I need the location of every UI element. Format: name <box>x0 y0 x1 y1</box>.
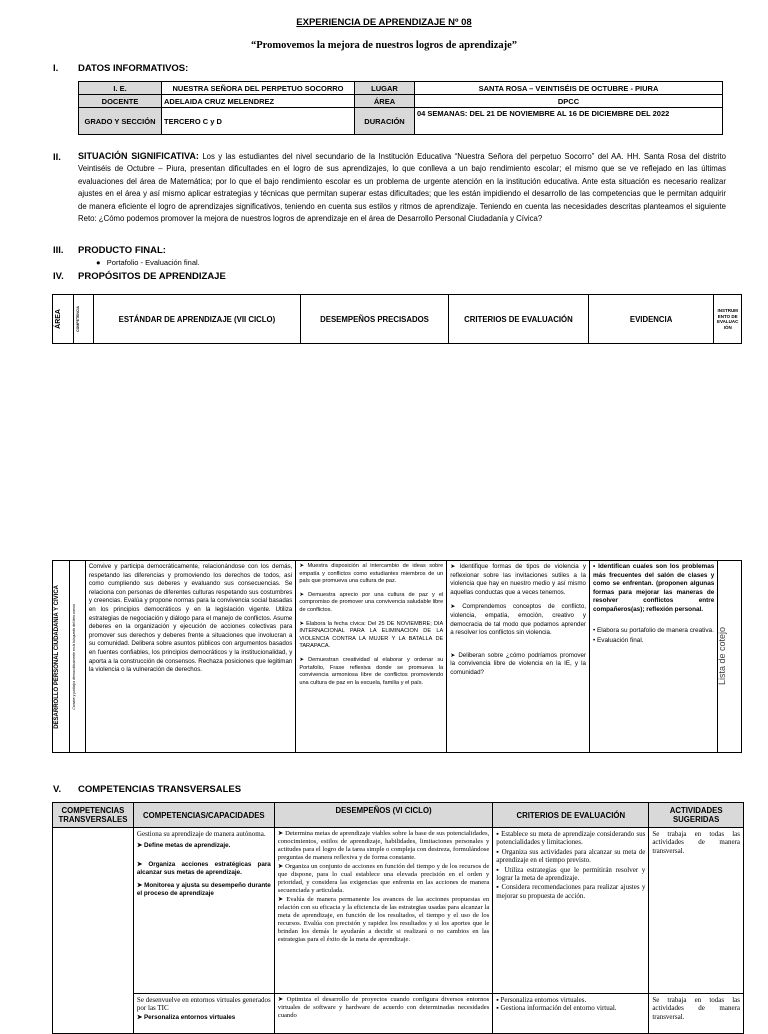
section-number: V. <box>53 784 62 795</box>
section-heading-propositos: PROPÓSITOS DE APRENDIZAJE <box>78 271 226 282</box>
criterio-transversal-item: ▪ Gestiona información del entorno virtual. <box>496 1004 617 1013</box>
criterio-transversal-item: ▪ Organiza sus actividades para alcanzar su meta de aprendizaje en el tiempo previsto. <box>496 847 646 865</box>
capacidad-item: ➤ Monitorea y ajusta su desempeño durante el proceso de aprendizaje <box>136 881 271 898</box>
desempeno-vi-item: ➤ Organiza un conjunto de acciones en función del tiempo y de los recursos de que dispone, para lo cual establece una elevada precisión en el orden y prioridad, y considera las exigencias que enfrenta en las acciones de manera secuenciada y articulada. <box>277 863 490 894</box>
capacidad-item: ➤ Organiza acciones estratégicas para alcanzar sus metas de aprendizaje. <box>136 860 271 877</box>
arrow-icon: ➤ <box>277 863 286 870</box>
arrow-icon: ➤ <box>450 603 463 611</box>
grado-value: TERCERO C y D <box>162 108 355 135</box>
docente-value: ADELAIDA CRUZ MELENDREZ <box>162 95 355 108</box>
header-criterios-evaluacion: CRITERIOS DE EVALUACIÓN <box>493 803 649 828</box>
transversales-table <box>52 802 744 1034</box>
bullet-icon: ● <box>96 258 107 267</box>
bullet-icon: • <box>592 563 599 570</box>
section-heading-transversales: COMPETENCIAS TRANSVERSALES <box>78 784 242 795</box>
bullet-icon: ▪ <box>496 847 502 856</box>
desempeno-vi-item: ➤ Optimiza el desarrollo de proyectos cuando configura diversos entornos virtuales de software y hardware de acuerdo con determinadas necesidades cuando <box>277 996 490 1019</box>
bullet-icon: • <box>592 626 597 634</box>
competencia-autonoma: Gestiona su aprendizaje de manera autónoma. <box>136 830 266 838</box>
arrow-icon: ➤ <box>299 620 307 627</box>
header-area: ÁREA <box>55 309 62 329</box>
arrow-icon: ➤ <box>277 996 287 1003</box>
header-estandar: ESTÁNDAR DE APRENDIZAJE (VII CICLO) <box>93 295 300 344</box>
propositos-header-table <box>52 294 742 344</box>
header-actividades: ACTIVIDADES SUGERIDAS <box>649 803 744 828</box>
criterio-item: ➤ Identifique formas de tipos de violencia y reflexionar sobre las invitaciones sutiles a la violencia que hay en nuestro medio y así mismo aquellas conductas que a veces tenemos. <box>450 563 586 596</box>
capacidad-item: ➤ Personaliza entornos virtuales <box>136 1013 236 1021</box>
arrow-icon: ➤ <box>277 896 287 903</box>
competencia-tic: Se desenvuelve en entornos virtuales generados por las TIC <box>136 996 271 1013</box>
criterio-transversal-item: ▪ Personaliza entornos virtuales. <box>496 996 587 1004</box>
evidencia-item: • Evaluación final. <box>592 637 644 645</box>
header-desempenos-vi: DESEMPEÑOS (VI CICLO) <box>274 803 492 828</box>
desempeno-item: ➤ Elabora la fecha cívica: Del 25 DE NOVIEMBRE; DIA INTERNACIONAL PARA LA ELIMINACION DE LA VIOLENCIA CONTRA LA MUJER Y LA BATALLA DE TARAPACA. <box>299 620 444 650</box>
evidencia-item: • Elabora su portafolio de manera creativa. <box>592 626 714 634</box>
section-number: III. <box>53 245 64 256</box>
arrow-icon: ➤ <box>277 830 286 837</box>
lugar-value: SANTA ROSA – VEINTISÉIS DE OCTUBRE - PIURA <box>415 82 723 95</box>
area-value: DPCC <box>415 95 723 108</box>
header-competencias-transversales: COMPETENCIAS TRANSVERSALES <box>53 803 134 828</box>
arrow-icon: ➤ <box>136 1013 144 1021</box>
bullet-icon: ▪ <box>496 1004 501 1013</box>
duracion-value: 04 SEMANAS: DEL 21 DE NOVIEMBRE AL 16 DE DICIEMBRE DEL 2022 <box>415 108 723 135</box>
bullet-icon: ▪ <box>496 996 501 1004</box>
ie-value: NUESTRA SEÑORA DEL PERPETUO SOCORRO <box>162 82 355 95</box>
document-title: EXPERIENCIA DE APRENDIZAJE Nº 08 <box>296 17 472 28</box>
criterio-item: ➤ Deliberan sobre ¿cómo podríamos promover la convivencia libre de violencia en la IE, y la comunidad? <box>450 651 586 676</box>
arrow-icon: ➤ <box>299 563 308 569</box>
propositos-content-table <box>52 560 742 753</box>
section-number: II. <box>53 152 61 163</box>
actividades-text: Se trabaja en todas las actividades de manera transversal. <box>652 830 740 855</box>
arrow-icon: ➤ <box>136 881 145 889</box>
lugar-label: LUGAR <box>355 82 415 95</box>
situacion-paragraph <box>78 150 726 225</box>
bullet-icon: ▪ <box>496 830 502 838</box>
arrow-icon: ➤ <box>136 842 144 850</box>
criterio-transversal-item: ▪ Considera recomendaciones para realizar ajustes y mejorar su propuesta de acción. <box>496 883 646 900</box>
desempeno-item: ➤ Muestra disposición al intercambio de ideas sobre empatía y conflictos como estudiantes miembros de un país que promueva una cultura de paz. <box>299 563 444 585</box>
header-competencia: COMPETENCIA <box>76 306 81 332</box>
area-name: DESARROLLO PERSONAL CIUDADANIA Y CIVICA <box>54 584 60 729</box>
area-label: ÁREA <box>355 95 415 108</box>
section-number: IV. <box>53 271 64 282</box>
arrow-icon: ➤ <box>450 651 459 659</box>
bullet-icon: • <box>592 637 597 645</box>
criterio-transversal-item: ▪ Establece su meta de aprendizaje considerando sus potencialidades y limitaciones. <box>496 830 646 847</box>
actividades-text: Se trabaja en todas las actividades de manera transversal. <box>652 996 740 1021</box>
section-number: I. <box>53 63 59 74</box>
producto-item <box>96 258 200 267</box>
evidencia-item: • Identifican cuales son los problemas más frecuentes del salón de clases y como se enfrentan. (proponen algunas formas para mejorar las maneras de resolver conflictos entre compañeros(as); reflexión personal. <box>592 563 715 613</box>
desempeno-vi-item: ➤ Evalúa de manera permanente los avances de las acciones propuestas en relación con su eficacia y la eficiencia de las estrategias usadas para alcanzar la meta de aprendizaje, en función de los resultados, el tiempo y el uso de los recursos. Evalúa con precisión y rapidez los resultados y si los aportes que le brindan los demás le ayudarán a decidir si realizará o no cambios en las estrategias para el éxito de la meta de aprendizaje. <box>277 896 490 943</box>
capacidad-item: ➤ Define metas de aprendizaje. <box>136 842 231 850</box>
criterio-transversal-item: ▪ Utiliza estrategias que le permitirán resolver y lograr la meta de aprendizaje. <box>496 865 646 883</box>
criterio-item: ➤ Comprendemos conceptos de conflicto, violencia, empatía, emoción, creativo y democracia de tal modo que podamos aprender a resolver los conflictos sin violencia. <box>450 603 586 637</box>
grado-label: GRADO Y SECCIÓN <box>79 108 162 135</box>
ie-label: I. E. <box>79 82 162 95</box>
info-table <box>78 81 723 135</box>
bullet-icon: ▪ <box>496 883 502 892</box>
bullet-icon: ▪ <box>496 865 505 874</box>
header-criterios: CRITERIOS DE EVALUACIÓN <box>449 295 589 344</box>
desempeno-item: ➤ Demuestran creatividad al elaborar y ordenar su Portafolio, Frase reflexiva donde se promueva la convivencia armoniosa libre de conflictos promoviendo una cultura de paz en la escuela, familia y el país. <box>299 656 444 686</box>
document-subtitle: “Promovemos la mejora de nuestros logros de aprendizaje” <box>250 40 518 51</box>
desempeno-vi-item: ➤ Determina metas de aprendizaje viables sobre la base de sus potencialidades, conocimientos, estilos de aprendizaje, habilidades, limitaciones personales y actitudes para el logro de la tarea simple o compleja con destreza, formulándose preguntas de manera reflexiva y de forma constante. <box>277 830 490 861</box>
arrow-icon: ➤ <box>299 591 309 598</box>
section-heading-situacion: SITUACIÓN SIGNIFICATIVA: <box>78 151 199 161</box>
header-desempenos: DESEMPEÑOS PRECISADOS <box>301 295 449 344</box>
section-heading-datos: DATOS INFORMATIVOS: <box>78 63 189 74</box>
competencia-name: Convive y participa democráticamente en la búsqueda del bien común <box>72 603 77 710</box>
producto-text: Portafolio - Evaluación final. <box>106 258 200 267</box>
duracion-label: DURACIÓN <box>355 108 415 135</box>
desempeno-item: ➤ Demuestra aprecio por una cultura de paz y el compromiso de promover una convivencia saludable libre de conflictos. <box>299 591 444 613</box>
situacion-text: Los y las estudiantes del nivel secundario de la Institución Educativa “Nuestra Señora del perpetuo Socorro” del AA. HH. Santa Rosa del distrito Veintiséis de Octubre – Piura, presentan dificultades en el logro de sus aprendizajes, lo que conlleva a un bajo rendimiento escolar; el mismo que se ve reflejado en las últimas evaluaciones del área de Matemática; por lo que el bajo rendimiento escolar es un problema de urgente atención en la institución educativa. Ante esta situación es necesario realizar ajustes en el área y así mismo aplicar estrategias y técnicas que permitan superar estas dificultades; que les están impidiendo el desarrollo de las competencias que le permitan adquirir de manera eficiente el logro de aprendizajes significativos, teniendo en cuenta sus estilos y ritmos de aprendizaje. Teniendo en cuenta las necesidades descritas planteamos el siguiente Reto: ¿Cómo podemos promover la mejora de nuestros logros de aprendizaje en el área de Desarrollo Personal Ciudadanía y Cívica? <box>78 152 727 224</box>
arrow-icon: ➤ <box>136 860 149 868</box>
estandar-text: Convive y participa democráticamente, relacionándose con los demás, respetando las diferencias y promoviendo los derechos de todos, así como cumpliendo sus deberes y evaluando sus consecuencias. Se relaciona con personas de diferentes culturas respetando sus costumbres y creencias. Evalúa y propone normas para la convivencia social basadas en los principios democráticos y en la legislación vigente. Utiliza estrategias de negociación y diálogo para el manejo de conflictos. Asume deberes en la organización y ejecución de acciones colectivas para promover sus derechos y deberes frente a situaciones que involucran a su comunidad. Delibera sobre asuntos públicos con argumentos basados en fuentes confiables, los principios democráticos y la institucionalidad, y aporta a la construcción de consensos. Rechaza posiciones que legitiman la violencia o la vulneración de derechos. <box>88 563 293 674</box>
header-evidencia: EVIDENCIA <box>588 295 714 344</box>
arrow-icon: ➤ <box>450 563 460 570</box>
header-competencias-capacidades: COMPETENCIAS/CAPACIDADES <box>133 803 274 828</box>
instrumento-value: Lista de cotejo <box>717 627 728 686</box>
header-instrumento: INSTRUMENTO DE EVALUACIÓN <box>716 308 739 330</box>
docente-label: DOCENTE <box>79 95 162 108</box>
section-heading-producto: PRODUCTO FINAL: <box>78 245 166 256</box>
arrow-icon: ➤ <box>299 656 309 663</box>
